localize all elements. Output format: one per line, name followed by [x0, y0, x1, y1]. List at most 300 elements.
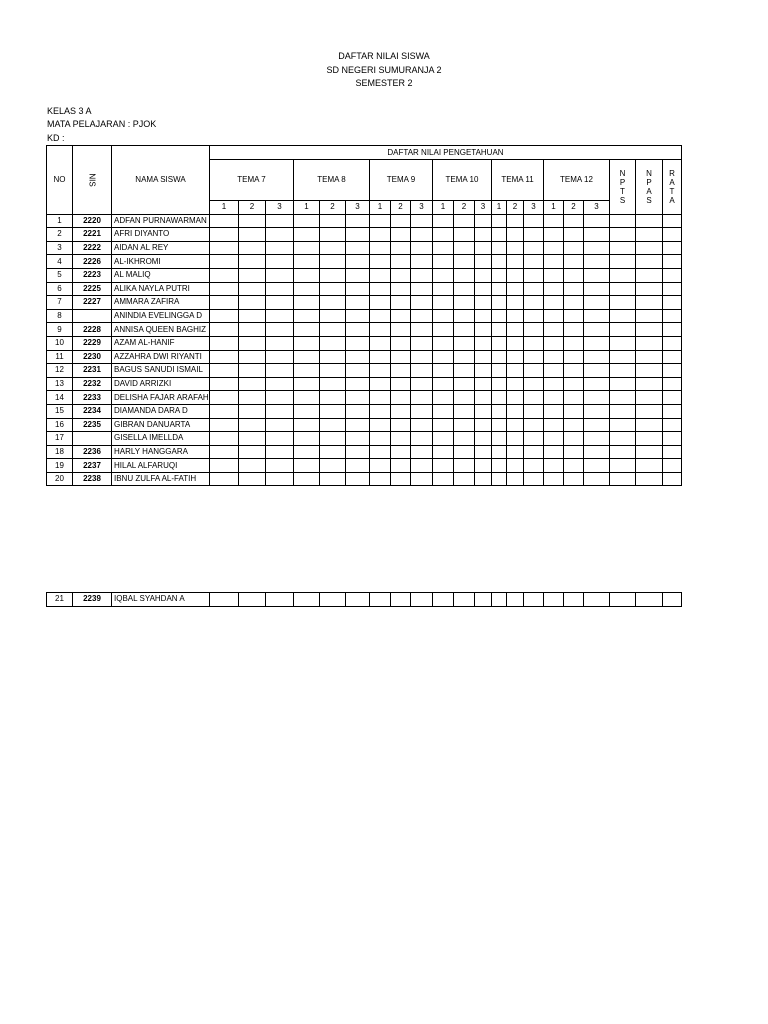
grade-cell[interactable] [544, 350, 564, 364]
grade-cell[interactable] [492, 296, 507, 310]
grade-cell[interactable] [454, 418, 475, 432]
grade-cell[interactable] [454, 282, 475, 296]
grade-cell[interactable] [239, 268, 266, 282]
grade-cell[interactable] [346, 472, 370, 486]
grade-cell[interactable] [320, 282, 346, 296]
grade-cell[interactable] [663, 309, 682, 323]
grade-cell[interactable] [210, 214, 239, 228]
grade-cell[interactable] [411, 432, 433, 446]
grade-cell[interactable] [610, 459, 636, 473]
grade-cell[interactable] [391, 214, 411, 228]
grade-cell[interactable] [391, 228, 411, 242]
grade-cell[interactable] [524, 472, 544, 486]
grade-cell[interactable] [266, 214, 294, 228]
grade-cell[interactable] [507, 350, 524, 364]
grade-cell[interactable] [610, 418, 636, 432]
grade-cell[interactable] [454, 336, 475, 350]
grade-cell[interactable] [492, 323, 507, 337]
grade-cell[interactable] [454, 391, 475, 405]
grade-cell[interactable] [507, 377, 524, 391]
grade-cell[interactable] [564, 350, 584, 364]
grade-cell[interactable] [507, 445, 524, 459]
grade-cell[interactable] [507, 472, 524, 486]
grade-cell[interactable] [370, 241, 391, 255]
grade-cell[interactable] [454, 472, 475, 486]
grade-cell[interactable] [433, 377, 454, 391]
grade-cell[interactable] [370, 309, 391, 323]
grade-cell[interactable] [610, 241, 636, 255]
grade-cell[interactable] [294, 391, 320, 405]
grade-cell[interactable] [492, 350, 507, 364]
grade-cell[interactable] [544, 445, 564, 459]
grade-cell[interactable] [636, 593, 663, 607]
grade-cell[interactable] [370, 364, 391, 378]
grade-cell[interactable] [433, 228, 454, 242]
grade-cell[interactable] [564, 593, 584, 607]
grade-cell[interactable] [492, 472, 507, 486]
grade-cell[interactable] [610, 228, 636, 242]
grade-cell[interactable] [210, 282, 239, 296]
grade-cell[interactable] [636, 472, 663, 486]
grade-cell[interactable] [492, 214, 507, 228]
grade-cell[interactable] [564, 404, 584, 418]
grade-cell[interactable] [239, 214, 266, 228]
grade-cell[interactable] [524, 418, 544, 432]
grade-cell[interactable] [294, 418, 320, 432]
grade-cell[interactable] [210, 432, 239, 446]
grade-cell[interactable] [663, 459, 682, 473]
grade-cell[interactable] [294, 445, 320, 459]
grade-cell[interactable] [210, 418, 239, 432]
grade-cell[interactable] [663, 296, 682, 310]
grade-cell[interactable] [320, 404, 346, 418]
grade-cell[interactable] [610, 309, 636, 323]
grade-cell[interactable] [492, 459, 507, 473]
grade-cell[interactable] [391, 350, 411, 364]
grade-cell[interactable] [492, 418, 507, 432]
grade-cell[interactable] [210, 377, 239, 391]
grade-cell[interactable] [210, 296, 239, 310]
grade-cell[interactable] [320, 296, 346, 310]
grade-cell[interactable] [524, 593, 544, 607]
grade-cell[interactable] [663, 255, 682, 269]
grade-cell[interactable] [210, 472, 239, 486]
grade-cell[interactable] [475, 323, 492, 337]
grade-cell[interactable] [564, 309, 584, 323]
grade-cell[interactable] [320, 364, 346, 378]
grade-cell[interactable] [475, 268, 492, 282]
grade-cell[interactable] [584, 255, 610, 269]
grade-cell[interactable] [663, 418, 682, 432]
grade-cell[interactable] [492, 241, 507, 255]
grade-cell[interactable] [544, 296, 564, 310]
grade-cell[interactable] [239, 336, 266, 350]
grade-cell[interactable] [210, 391, 239, 405]
grade-cell[interactable] [564, 432, 584, 446]
grade-cell[interactable] [320, 391, 346, 405]
grade-cell[interactable] [266, 309, 294, 323]
grade-cell[interactable] [320, 323, 346, 337]
grade-cell[interactable] [524, 364, 544, 378]
grade-cell[interactable] [391, 268, 411, 282]
grade-cell[interactable] [610, 404, 636, 418]
grade-cell[interactable] [433, 309, 454, 323]
grade-cell[interactable] [346, 404, 370, 418]
grade-cell[interactable] [210, 336, 239, 350]
grade-cell[interactable] [346, 364, 370, 378]
grade-cell[interactable] [492, 364, 507, 378]
grade-cell[interactable] [370, 296, 391, 310]
grade-cell[interactable] [454, 241, 475, 255]
grade-cell[interactable] [454, 350, 475, 364]
grade-cell[interactable] [564, 336, 584, 350]
grade-cell[interactable] [544, 336, 564, 350]
grade-cell[interactable] [210, 350, 239, 364]
grade-cell[interactable] [663, 391, 682, 405]
grade-cell[interactable] [391, 593, 411, 607]
grade-cell[interactable] [663, 268, 682, 282]
grade-cell[interactable] [584, 364, 610, 378]
grade-cell[interactable] [507, 255, 524, 269]
grade-cell[interactable] [564, 214, 584, 228]
grade-cell[interactable] [433, 350, 454, 364]
grade-cell[interactable] [507, 268, 524, 282]
grade-cell[interactable] [454, 268, 475, 282]
grade-cell[interactable] [492, 282, 507, 296]
grade-cell[interactable] [266, 459, 294, 473]
grade-cell[interactable] [320, 377, 346, 391]
grade-cell[interactable] [266, 445, 294, 459]
grade-cell[interactable] [524, 268, 544, 282]
grade-cell[interactable] [210, 228, 239, 242]
grade-cell[interactable] [524, 377, 544, 391]
grade-cell[interactable] [544, 593, 564, 607]
grade-cell[interactable] [636, 241, 663, 255]
grade-cell[interactable] [370, 228, 391, 242]
grade-cell[interactable] [507, 418, 524, 432]
grade-cell[interactable] [433, 593, 454, 607]
grade-cell[interactable] [564, 445, 584, 459]
grade-cell[interactable] [320, 593, 346, 607]
grade-cell[interactable] [433, 214, 454, 228]
grade-cell[interactable] [239, 445, 266, 459]
grade-cell[interactable] [610, 432, 636, 446]
grade-cell[interactable] [210, 323, 239, 337]
grade-cell[interactable] [239, 432, 266, 446]
grade-cell[interactable] [454, 459, 475, 473]
grade-cell[interactable] [454, 214, 475, 228]
grade-cell[interactable] [433, 323, 454, 337]
grade-cell[interactable] [210, 404, 239, 418]
grade-cell[interactable] [266, 255, 294, 269]
grade-cell[interactable] [320, 309, 346, 323]
grade-cell[interactable] [411, 268, 433, 282]
grade-cell[interactable] [346, 593, 370, 607]
grade-cell[interactable] [610, 391, 636, 405]
grade-cell[interactable] [454, 445, 475, 459]
grade-cell[interactable] [636, 296, 663, 310]
grade-cell[interactable] [391, 296, 411, 310]
grade-cell[interactable] [411, 323, 433, 337]
grade-cell[interactable] [636, 282, 663, 296]
grade-cell[interactable] [544, 391, 564, 405]
grade-cell[interactable] [239, 593, 266, 607]
grade-cell[interactable] [346, 336, 370, 350]
grade-cell[interactable] [391, 377, 411, 391]
grade-cell[interactable] [492, 336, 507, 350]
grade-cell[interactable] [411, 445, 433, 459]
grade-cell[interactable] [454, 377, 475, 391]
grade-cell[interactable] [411, 282, 433, 296]
grade-cell[interactable] [391, 472, 411, 486]
grade-cell[interactable] [391, 432, 411, 446]
grade-cell[interactable] [663, 472, 682, 486]
grade-cell[interactable] [370, 418, 391, 432]
grade-cell[interactable] [370, 391, 391, 405]
grade-cell[interactable] [544, 282, 564, 296]
grade-cell[interactable] [507, 391, 524, 405]
grade-cell[interactable] [454, 323, 475, 337]
grade-cell[interactable] [524, 404, 544, 418]
grade-cell[interactable] [475, 593, 492, 607]
grade-cell[interactable] [294, 377, 320, 391]
grade-cell[interactable] [544, 377, 564, 391]
grade-cell[interactable] [210, 255, 239, 269]
grade-cell[interactable] [391, 404, 411, 418]
grade-cell[interactable] [239, 377, 266, 391]
grade-cell[interactable] [524, 255, 544, 269]
grade-cell[interactable] [636, 214, 663, 228]
grade-cell[interactable] [636, 323, 663, 337]
grade-cell[interactable] [266, 364, 294, 378]
grade-cell[interactable] [564, 268, 584, 282]
grade-cell[interactable] [320, 350, 346, 364]
grade-cell[interactable] [294, 323, 320, 337]
grade-cell[interactable] [492, 268, 507, 282]
grade-cell[interactable] [370, 472, 391, 486]
grade-cell[interactable] [584, 296, 610, 310]
grade-cell[interactable] [320, 214, 346, 228]
grade-cell[interactable] [524, 432, 544, 446]
grade-cell[interactable] [564, 391, 584, 405]
grade-cell[interactable] [239, 391, 266, 405]
grade-cell[interactable] [524, 350, 544, 364]
grade-cell[interactable] [475, 432, 492, 446]
grade-cell[interactable] [239, 459, 266, 473]
grade-cell[interactable] [346, 296, 370, 310]
grade-cell[interactable] [433, 336, 454, 350]
grade-cell[interactable] [584, 350, 610, 364]
grade-cell[interactable] [346, 459, 370, 473]
grade-cell[interactable] [370, 445, 391, 459]
grade-cell[interactable] [454, 296, 475, 310]
grade-cell[interactable] [370, 268, 391, 282]
grade-cell[interactable] [433, 445, 454, 459]
grade-cell[interactable] [320, 459, 346, 473]
grade-cell[interactable] [544, 255, 564, 269]
grade-cell[interactable] [239, 296, 266, 310]
grade-cell[interactable] [524, 459, 544, 473]
grade-cell[interactable] [507, 323, 524, 337]
grade-cell[interactable] [210, 241, 239, 255]
grade-cell[interactable] [492, 377, 507, 391]
grade-cell[interactable] [370, 404, 391, 418]
grade-cell[interactable] [636, 350, 663, 364]
grade-cell[interactable] [544, 404, 564, 418]
grade-cell[interactable] [294, 214, 320, 228]
grade-cell[interactable] [433, 459, 454, 473]
grade-cell[interactable] [346, 391, 370, 405]
grade-cell[interactable] [507, 282, 524, 296]
grade-cell[interactable] [544, 472, 564, 486]
grade-cell[interactable] [544, 459, 564, 473]
grade-cell[interactable] [564, 472, 584, 486]
grade-cell[interactable] [636, 364, 663, 378]
grade-cell[interactable] [475, 228, 492, 242]
grade-cell[interactable] [411, 459, 433, 473]
grade-cell[interactable] [584, 459, 610, 473]
grade-cell[interactable] [475, 377, 492, 391]
grade-cell[interactable] [636, 432, 663, 446]
grade-cell[interactable] [524, 445, 544, 459]
grade-cell[interactable] [210, 268, 239, 282]
grade-cell[interactable] [370, 377, 391, 391]
grade-cell[interactable] [294, 472, 320, 486]
grade-cell[interactable] [663, 404, 682, 418]
grade-cell[interactable] [584, 432, 610, 446]
grade-cell[interactable] [663, 241, 682, 255]
grade-cell[interactable] [346, 350, 370, 364]
grade-cell[interactable] [391, 282, 411, 296]
grade-cell[interactable] [454, 228, 475, 242]
grade-cell[interactable] [266, 350, 294, 364]
grade-cell[interactable] [584, 241, 610, 255]
grade-cell[interactable] [210, 593, 239, 607]
grade-cell[interactable] [544, 418, 564, 432]
grade-cell[interactable] [391, 459, 411, 473]
grade-cell[interactable] [370, 593, 391, 607]
grade-cell[interactable] [346, 418, 370, 432]
grade-cell[interactable] [610, 296, 636, 310]
grade-cell[interactable] [610, 350, 636, 364]
grade-cell[interactable] [239, 364, 266, 378]
grade-cell[interactable] [544, 432, 564, 446]
grade-cell[interactable] [320, 228, 346, 242]
grade-cell[interactable] [610, 364, 636, 378]
grade-cell[interactable] [610, 282, 636, 296]
grade-cell[interactable] [544, 309, 564, 323]
grade-cell[interactable] [266, 391, 294, 405]
grade-cell[interactable] [370, 459, 391, 473]
grade-cell[interactable] [346, 432, 370, 446]
grade-cell[interactable] [475, 296, 492, 310]
grade-cell[interactable] [411, 255, 433, 269]
grade-cell[interactable] [433, 268, 454, 282]
grade-cell[interactable] [239, 323, 266, 337]
grade-cell[interactable] [564, 255, 584, 269]
grade-cell[interactable] [266, 268, 294, 282]
grade-cell[interactable] [663, 228, 682, 242]
grade-cell[interactable] [610, 214, 636, 228]
grade-cell[interactable] [663, 336, 682, 350]
grade-cell[interactable] [370, 282, 391, 296]
grade-cell[interactable] [411, 296, 433, 310]
grade-cell[interactable] [391, 241, 411, 255]
grade-cell[interactable] [411, 404, 433, 418]
grade-cell[interactable] [492, 391, 507, 405]
grade-cell[interactable] [294, 364, 320, 378]
grade-cell[interactable] [610, 323, 636, 337]
grade-cell[interactable] [507, 432, 524, 446]
grade-cell[interactable] [411, 377, 433, 391]
grade-cell[interactable] [346, 323, 370, 337]
grade-cell[interactable] [507, 404, 524, 418]
grade-cell[interactable] [584, 336, 610, 350]
grade-cell[interactable] [636, 228, 663, 242]
grade-cell[interactable] [475, 336, 492, 350]
grade-cell[interactable] [475, 472, 492, 486]
grade-cell[interactable] [266, 418, 294, 432]
grade-cell[interactable] [610, 472, 636, 486]
grade-cell[interactable] [610, 336, 636, 350]
grade-cell[interactable] [294, 593, 320, 607]
grade-cell[interactable] [475, 214, 492, 228]
grade-cell[interactable] [411, 214, 433, 228]
grade-cell[interactable] [610, 255, 636, 269]
grade-cell[interactable] [524, 309, 544, 323]
grade-cell[interactable] [391, 323, 411, 337]
grade-cell[interactable] [663, 350, 682, 364]
grade-cell[interactable] [584, 472, 610, 486]
grade-cell[interactable] [636, 459, 663, 473]
grade-cell[interactable] [239, 418, 266, 432]
grade-cell[interactable] [475, 255, 492, 269]
grade-cell[interactable] [266, 282, 294, 296]
grade-cell[interactable] [564, 241, 584, 255]
grade-cell[interactable] [544, 323, 564, 337]
grade-cell[interactable] [411, 309, 433, 323]
grade-cell[interactable] [507, 228, 524, 242]
grade-cell[interactable] [294, 228, 320, 242]
grade-cell[interactable] [584, 323, 610, 337]
grade-cell[interactable] [239, 255, 266, 269]
grade-cell[interactable] [663, 323, 682, 337]
grade-cell[interactable] [266, 296, 294, 310]
grade-cell[interactable] [544, 214, 564, 228]
grade-cell[interactable] [391, 336, 411, 350]
grade-cell[interactable] [610, 268, 636, 282]
grade-cell[interactable] [320, 336, 346, 350]
grade-cell[interactable] [433, 364, 454, 378]
grade-cell[interactable] [433, 404, 454, 418]
grade-cell[interactable] [564, 228, 584, 242]
grade-cell[interactable] [584, 391, 610, 405]
grade-cell[interactable] [492, 228, 507, 242]
grade-cell[interactable] [411, 364, 433, 378]
grade-cell[interactable] [320, 445, 346, 459]
grade-cell[interactable] [610, 593, 636, 607]
grade-cell[interactable] [346, 214, 370, 228]
grade-cell[interactable] [636, 418, 663, 432]
grade-cell[interactable] [239, 241, 266, 255]
grade-cell[interactable] [507, 593, 524, 607]
grade-cell[interactable] [239, 350, 266, 364]
grade-cell[interactable] [524, 323, 544, 337]
grade-cell[interactable] [492, 309, 507, 323]
grade-cell[interactable] [294, 241, 320, 255]
grade-cell[interactable] [584, 593, 610, 607]
grade-cell[interactable] [507, 241, 524, 255]
